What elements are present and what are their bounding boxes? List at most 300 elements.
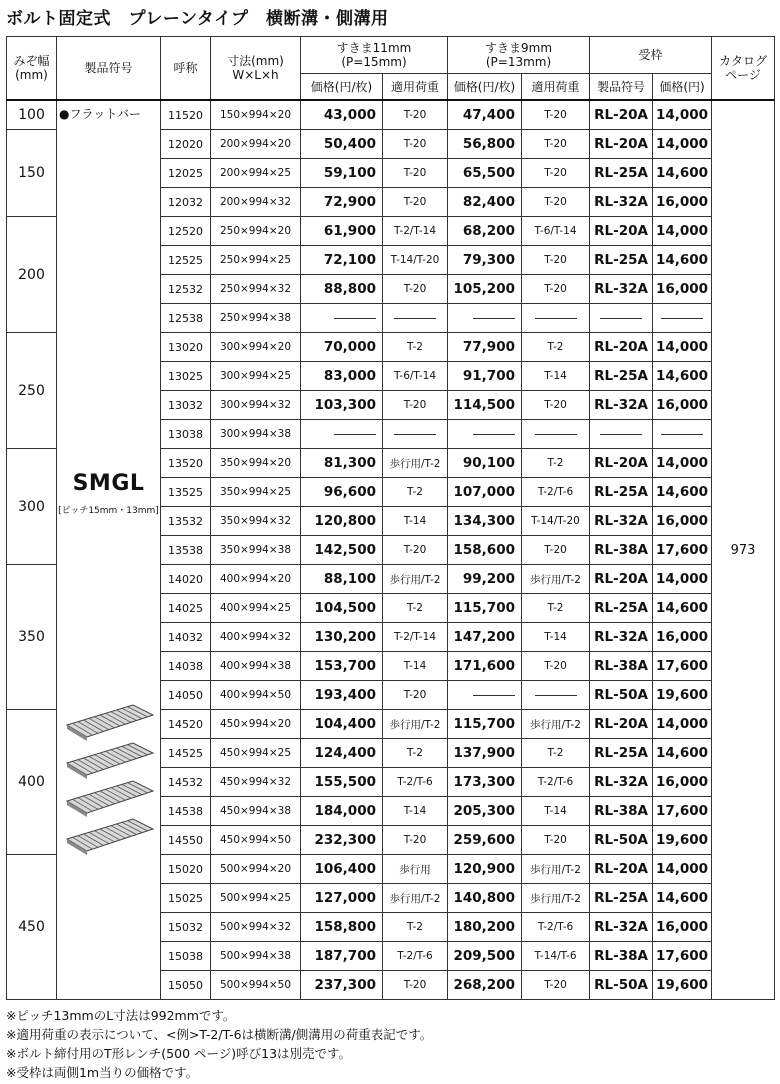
note-line: ※受枠は両側1m当りの価格です。	[6, 1065, 199, 1080]
load-9mm-cell: 歩行用/T-2	[522, 565, 590, 594]
price-11mm-cell: 61,900	[301, 217, 383, 246]
frame-price-cell: 16,000	[653, 913, 712, 942]
empty-dash	[600, 318, 642, 319]
price-9mm-cell: 47,400	[448, 100, 522, 130]
price-9mm-cell: 115,700	[448, 710, 522, 739]
empty-dash	[473, 318, 515, 319]
load-11mm-cell: 歩行用/T-2	[383, 884, 448, 913]
price-11mm-cell	[301, 304, 383, 333]
empty-dash	[661, 434, 703, 435]
load-11mm-cell	[383, 420, 448, 449]
header-price-11: 価格(円/枚)	[301, 74, 383, 101]
size-cell: 250×994×20	[211, 217, 301, 246]
load-9mm-cell: T-20	[522, 275, 590, 304]
frame-price-cell: 17,600	[653, 536, 712, 565]
price-11mm-cell: 124,400	[301, 739, 383, 768]
load-9mm-cell: T-20	[522, 971, 590, 1000]
frame-price-cell: 14,600	[653, 884, 712, 913]
frame-price-cell: 14,000	[653, 217, 712, 246]
product-cell	[57, 100, 161, 1000]
price-9mm-cell: 99,200	[448, 565, 522, 594]
load-9mm-cell: T-2	[522, 739, 590, 768]
price-9mm-cell: 115,700	[448, 594, 522, 623]
frame-code-cell: RL-20A	[590, 217, 653, 246]
nominal-code-cell: 14025	[161, 594, 211, 623]
frame-code-cell: RL-20A	[590, 333, 653, 362]
frame-price-cell: 14,000	[653, 130, 712, 159]
load-11mm-cell: T-2	[383, 478, 448, 507]
header-catalog-page: カタログ ページ	[712, 37, 775, 101]
nominal-code-cell: 14032	[161, 623, 211, 652]
price-11mm-cell: 232,300	[301, 826, 383, 855]
nominal-code-cell: 14538	[161, 797, 211, 826]
price-11mm-cell: 96,600	[301, 478, 383, 507]
nominal-code-cell: 11520	[161, 100, 211, 130]
load-11mm-cell: T-14	[383, 507, 448, 536]
size-cell: 400×994×25	[211, 594, 301, 623]
frame-code-cell: RL-32A	[590, 275, 653, 304]
frame-code-cell	[590, 304, 653, 333]
table-row	[7, 100, 775, 130]
nominal-code-cell: 12020	[161, 130, 211, 159]
load-9mm-cell: T-20	[522, 246, 590, 275]
price-9mm-cell	[448, 420, 522, 449]
size-cell: 300×994×32	[211, 391, 301, 420]
load-9mm-cell: T-20	[522, 130, 590, 159]
price-11mm-cell: 153,700	[301, 652, 383, 681]
price-9mm-cell: 105,200	[448, 275, 522, 304]
groove-width-cell: 350	[7, 565, 57, 710]
nominal-code-cell: 15038	[161, 942, 211, 971]
frame-price-cell: 14,600	[653, 594, 712, 623]
load-11mm-cell: 歩行用/T-2	[383, 710, 448, 739]
price-11mm-cell: 43,000	[301, 100, 383, 130]
load-11mm-cell: T-6/T-14	[383, 362, 448, 391]
price-11mm-cell: 155,500	[301, 768, 383, 797]
price-11mm-cell: 187,700	[301, 942, 383, 971]
frame-code-cell: RL-20A	[590, 565, 653, 594]
frame-code-cell: RL-38A	[590, 797, 653, 826]
frame-code-cell: RL-50A	[590, 971, 653, 1000]
size-cell: 150×994×20	[211, 100, 301, 130]
groove-width-cell: 250	[7, 333, 57, 449]
load-11mm-cell: T-20	[383, 100, 448, 130]
price-11mm-cell: 72,900	[301, 188, 383, 217]
load-11mm-cell: 歩行用	[383, 855, 448, 884]
price-11mm-cell: 184,000	[301, 797, 383, 826]
price-9mm-cell: 147,200	[448, 623, 522, 652]
size-cell: 200×994×32	[211, 188, 301, 217]
empty-dash	[394, 318, 436, 319]
nominal-code-cell: 14532	[161, 768, 211, 797]
load-11mm-cell: T-2/T-6	[383, 768, 448, 797]
header-gap-11mm: すきま11mm (P=15mm)	[301, 37, 448, 74]
header-size: 寸法(mm) W×L×h	[211, 37, 301, 101]
price-11mm-cell	[301, 420, 383, 449]
size-cell: 450×994×50	[211, 826, 301, 855]
price-11mm-cell: 120,800	[301, 507, 383, 536]
price-9mm-cell: 205,300	[448, 797, 522, 826]
groove-width-cell: 450	[7, 855, 57, 1000]
load-11mm-cell: T-20	[383, 971, 448, 1000]
nominal-code-cell: 15025	[161, 884, 211, 913]
price-9mm-cell: 65,500	[448, 159, 522, 188]
empty-dash	[661, 318, 703, 319]
load-11mm-cell: T-2/T-14	[383, 217, 448, 246]
frame-price-cell: 14,600	[653, 739, 712, 768]
frame-price-cell: 19,600	[653, 681, 712, 710]
frame-price-cell: 14,000	[653, 710, 712, 739]
product-cell-wrap	[57, 101, 160, 999]
load-9mm-cell: T-14/T-6	[522, 942, 590, 971]
load-11mm-cell: T-2	[383, 913, 448, 942]
nominal-code-cell: 15050	[161, 971, 211, 1000]
price-11mm-cell: 104,500	[301, 594, 383, 623]
frame-code-cell: RL-32A	[590, 507, 653, 536]
nominal-code-cell: 13032	[161, 391, 211, 420]
frame-code-cell: RL-32A	[590, 391, 653, 420]
header-frame-code: 製品符号	[590, 74, 653, 101]
size-cell: 450×994×25	[211, 739, 301, 768]
price-9mm-cell: 173,300	[448, 768, 522, 797]
price-table	[6, 36, 775, 1000]
price-9mm-cell: 91,700	[448, 362, 522, 391]
price-9mm-cell: 114,500	[448, 391, 522, 420]
nominal-code-cell: 12025	[161, 159, 211, 188]
frame-code-cell: RL-32A	[590, 623, 653, 652]
load-9mm-cell: T-14	[522, 797, 590, 826]
empty-dash	[334, 434, 376, 435]
load-9mm-cell: T-6/T-14	[522, 217, 590, 246]
empty-dash	[473, 695, 515, 696]
price-11mm-cell: 83,000	[301, 362, 383, 391]
price-11mm-cell: 72,100	[301, 246, 383, 275]
frame-code-cell: RL-38A	[590, 536, 653, 565]
load-11mm-cell: T-14/T-20	[383, 246, 448, 275]
load-11mm-cell: T-20	[383, 826, 448, 855]
size-cell: 300×994×20	[211, 333, 301, 362]
frame-price-cell: 16,000	[653, 188, 712, 217]
header-load-9: 適用荷重	[522, 74, 590, 101]
product-name: SMGL	[72, 471, 145, 496]
price-9mm-cell: 180,200	[448, 913, 522, 942]
groove-width-cell: 100	[7, 100, 57, 130]
nominal-code-cell: 12525	[161, 246, 211, 275]
frame-price-cell: 14,000	[653, 565, 712, 594]
size-cell: 400×994×20	[211, 565, 301, 594]
price-9mm-cell: 137,900	[448, 739, 522, 768]
nominal-code-cell: 13532	[161, 507, 211, 536]
frame-price-cell: 16,000	[653, 768, 712, 797]
price-9mm-cell	[448, 681, 522, 710]
nominal-code-cell: 13038	[161, 420, 211, 449]
price-11mm-cell: 237,300	[301, 971, 383, 1000]
nominal-code-cell: 13020	[161, 333, 211, 362]
frame-price-cell: 14,000	[653, 855, 712, 884]
frame-code-cell: RL-20A	[590, 449, 653, 478]
frame-code-cell: RL-32A	[590, 913, 653, 942]
size-cell: 300×994×38	[211, 420, 301, 449]
frame-price-cell: 14,000	[653, 333, 712, 362]
empty-dash	[394, 434, 436, 435]
groove-width-cell: 150	[7, 130, 57, 217]
groove-width-cell: 300	[7, 449, 57, 565]
frame-price-cell: 16,000	[653, 623, 712, 652]
nominal-code-cell: 14520	[161, 710, 211, 739]
catalog-page-cell: 973	[712, 100, 775, 1000]
load-9mm-cell: 歩行用/T-2	[522, 710, 590, 739]
pitch-label: [ピッチ15mm・13mm]	[58, 506, 159, 516]
groove-width-cell: 200	[7, 217, 57, 333]
nominal-code-cell: 14525	[161, 739, 211, 768]
nominal-code-cell: 12532	[161, 275, 211, 304]
price-9mm-cell: 82,400	[448, 188, 522, 217]
price-11mm-cell: 130,200	[301, 623, 383, 652]
empty-dash	[535, 434, 577, 435]
frame-code-cell: RL-25A	[590, 884, 653, 913]
size-cell: 500×994×38	[211, 942, 301, 971]
frame-code-cell: RL-25A	[590, 594, 653, 623]
header-nominal: 呼称	[161, 37, 211, 101]
frame-price-cell: 14,600	[653, 362, 712, 391]
header-frame-price: 価格(円)	[653, 74, 712, 101]
load-9mm-cell: T-20	[522, 652, 590, 681]
size-cell: 500×994×20	[211, 855, 301, 884]
nominal-code-cell: 13025	[161, 362, 211, 391]
steel-grating-image	[63, 701, 155, 871]
groove-width-cell: 400	[7, 710, 57, 855]
load-9mm-cell: T-20	[522, 391, 590, 420]
price-11mm-cell: 50,400	[301, 130, 383, 159]
load-9mm-cell: T-20	[522, 159, 590, 188]
empty-dash	[535, 318, 577, 319]
size-cell: 400×994×32	[211, 623, 301, 652]
frame-price-cell: 14,600	[653, 246, 712, 275]
header-load-11: 適用荷重	[383, 74, 448, 101]
size-cell: 500×994×25	[211, 884, 301, 913]
note-line: ※ボルト締付用のT形レンチ(500 ページ)呼び13は別売です。	[6, 1046, 352, 1061]
frame-price-cell: 17,600	[653, 942, 712, 971]
price-11mm-cell: 193,400	[301, 681, 383, 710]
nominal-code-cell: 12520	[161, 217, 211, 246]
table-body	[7, 100, 775, 1000]
price-9mm-cell: 77,900	[448, 333, 522, 362]
header-product-code: 製品符号	[57, 37, 161, 101]
nominal-code-cell: 14038	[161, 652, 211, 681]
frame-code-cell: RL-50A	[590, 681, 653, 710]
frame-code-cell: RL-38A	[590, 942, 653, 971]
size-cell: 300×994×25	[211, 362, 301, 391]
size-cell: 200×994×25	[211, 159, 301, 188]
load-9mm-cell: T-2/T-6	[522, 913, 590, 942]
page-title: ボルト固定式 プレーンタイプ 横断溝・側溝用	[6, 9, 389, 29]
price-11mm-cell: 88,800	[301, 275, 383, 304]
header-gap-9mm: すきま9mm (P=13mm)	[448, 37, 590, 74]
load-9mm-cell: T-14	[522, 362, 590, 391]
price-9mm-cell: 268,200	[448, 971, 522, 1000]
nominal-code-cell: 15020	[161, 855, 211, 884]
nominal-code-cell: 14020	[161, 565, 211, 594]
load-11mm-cell: T-20	[383, 130, 448, 159]
load-9mm-cell: T-20	[522, 536, 590, 565]
load-11mm-cell: T-20	[383, 536, 448, 565]
price-9mm-cell: 120,900	[448, 855, 522, 884]
frame-code-cell: RL-50A	[590, 826, 653, 855]
nominal-code-cell: 14050	[161, 681, 211, 710]
price-9mm-cell: 209,500	[448, 942, 522, 971]
size-cell: 350×994×20	[211, 449, 301, 478]
size-cell: 350×994×25	[211, 478, 301, 507]
load-11mm-cell: T-20	[383, 188, 448, 217]
load-9mm-cell	[522, 681, 590, 710]
price-9mm-cell: 134,300	[448, 507, 522, 536]
frame-price-cell: 17,600	[653, 797, 712, 826]
size-cell: 400×994×38	[211, 652, 301, 681]
price-9mm-cell: 158,600	[448, 536, 522, 565]
price-11mm-cell: 81,300	[301, 449, 383, 478]
flat-bar-label: ●フラットバー	[59, 107, 141, 121]
load-11mm-cell: 歩行用/T-2	[383, 565, 448, 594]
price-9mm-cell: 90,100	[448, 449, 522, 478]
price-9mm-cell: 79,300	[448, 246, 522, 275]
load-9mm-cell: T-14/T-20	[522, 507, 590, 536]
load-9mm-cell: 歩行用/T-2	[522, 855, 590, 884]
size-cell: 400×994×50	[211, 681, 301, 710]
frame-code-cell: RL-25A	[590, 362, 653, 391]
nominal-code-cell: 13538	[161, 536, 211, 565]
frame-price-cell: 17,600	[653, 652, 712, 681]
price-9mm-cell: 259,600	[448, 826, 522, 855]
price-11mm-cell: 127,000	[301, 884, 383, 913]
header-width: みぞ幅 (mm)	[7, 37, 57, 101]
load-9mm-cell	[522, 420, 590, 449]
load-9mm-cell: T-2/T-6	[522, 768, 590, 797]
size-cell: 250×994×32	[211, 275, 301, 304]
frame-code-cell: RL-25A	[590, 246, 653, 275]
size-cell: 450×994×32	[211, 768, 301, 797]
nominal-code-cell: 13525	[161, 478, 211, 507]
frame-code-cell: RL-25A	[590, 478, 653, 507]
price-11mm-cell: 59,100	[301, 159, 383, 188]
load-11mm-cell: T-20	[383, 275, 448, 304]
price-11mm-cell: 88,100	[301, 565, 383, 594]
price-11mm-cell: 103,300	[301, 391, 383, 420]
load-9mm-cell	[522, 304, 590, 333]
load-9mm-cell: T-20	[522, 826, 590, 855]
price-11mm-cell: 106,400	[301, 855, 383, 884]
load-11mm-cell: T-14	[383, 797, 448, 826]
price-11mm-cell: 142,500	[301, 536, 383, 565]
size-cell: 450×994×20	[211, 710, 301, 739]
frame-price-cell: 14,600	[653, 478, 712, 507]
size-cell: 350×994×38	[211, 536, 301, 565]
frame-code-cell: RL-32A	[590, 768, 653, 797]
load-11mm-cell: T-2	[383, 594, 448, 623]
load-11mm-cell: T-20	[383, 681, 448, 710]
header-frame: 受枠	[590, 37, 712, 74]
size-cell: 250×994×25	[211, 246, 301, 275]
frame-price-cell: 19,600	[653, 826, 712, 855]
load-11mm-cell: T-2/T-6	[383, 942, 448, 971]
frame-code-cell: RL-20A	[590, 100, 653, 130]
price-11mm-cell: 158,800	[301, 913, 383, 942]
empty-dash	[473, 434, 515, 435]
load-11mm-cell: T-2	[383, 333, 448, 362]
frame-price-cell: 14,600	[653, 159, 712, 188]
load-9mm-cell: T-2	[522, 333, 590, 362]
frame-price-cell: 14,000	[653, 100, 712, 130]
empty-dash	[334, 318, 376, 319]
load-11mm-cell	[383, 304, 448, 333]
frame-price-cell: 19,600	[653, 971, 712, 1000]
frame-code-cell: RL-20A	[590, 130, 653, 159]
note-line: ※適用荷重の表示について、<例>T-2/T-6は横断溝/側溝用の荷重表記です。	[6, 1027, 433, 1042]
nominal-code-cell: 15032	[161, 913, 211, 942]
price-9mm-cell: 56,800	[448, 130, 522, 159]
frame-code-cell: RL-20A	[590, 855, 653, 884]
size-cell: 450×994×38	[211, 797, 301, 826]
frame-code-cell: RL-25A	[590, 159, 653, 188]
nominal-code-cell: 13520	[161, 449, 211, 478]
load-9mm-cell: T-14	[522, 623, 590, 652]
size-cell: 350×994×32	[211, 507, 301, 536]
load-11mm-cell: T-2/T-14	[383, 623, 448, 652]
frame-price-cell: 16,000	[653, 275, 712, 304]
frame-code-cell: RL-20A	[590, 710, 653, 739]
price-9mm-cell: 68,200	[448, 217, 522, 246]
frame-price-cell	[653, 420, 712, 449]
frame-code-cell	[590, 420, 653, 449]
nominal-code-cell: 12538	[161, 304, 211, 333]
frame-price-cell	[653, 304, 712, 333]
load-9mm-cell: T-2/T-6	[522, 478, 590, 507]
size-cell: 500×994×50	[211, 971, 301, 1000]
frame-code-cell: RL-25A	[590, 739, 653, 768]
frame-code-cell: RL-38A	[590, 652, 653, 681]
frame-price-cell: 16,000	[653, 391, 712, 420]
load-9mm-cell: T-20	[522, 188, 590, 217]
size-cell: 250×994×38	[211, 304, 301, 333]
price-9mm-cell	[448, 304, 522, 333]
load-11mm-cell: 歩行用/T-2	[383, 449, 448, 478]
empty-dash	[535, 695, 577, 696]
nominal-code-cell: 12032	[161, 188, 211, 217]
price-9mm-cell: 107,000	[448, 478, 522, 507]
price-11mm-cell: 70,000	[301, 333, 383, 362]
note-line: ※ピッチ13mmのL寸法は992mmです。	[6, 1008, 236, 1023]
load-9mm-cell: T-2	[522, 594, 590, 623]
load-11mm-cell: T-20	[383, 159, 448, 188]
frame-price-cell: 14,000	[653, 449, 712, 478]
empty-dash	[600, 434, 642, 435]
size-cell: 500×994×32	[211, 913, 301, 942]
nominal-code-cell: 14550	[161, 826, 211, 855]
frame-price-cell: 16,000	[653, 507, 712, 536]
load-11mm-cell: T-14	[383, 652, 448, 681]
size-cell: 200×994×20	[211, 130, 301, 159]
load-9mm-cell: T-2	[522, 449, 590, 478]
header-price-9: 価格(円/枚)	[448, 74, 522, 101]
frame-code-cell: RL-32A	[590, 188, 653, 217]
load-11mm-cell: T-2	[383, 739, 448, 768]
price-11mm-cell: 104,400	[301, 710, 383, 739]
price-9mm-cell: 140,800	[448, 884, 522, 913]
load-11mm-cell: T-20	[383, 391, 448, 420]
notes	[6, 1006, 432, 1082]
load-9mm-cell: T-20	[522, 100, 590, 130]
price-9mm-cell: 171,600	[448, 652, 522, 681]
load-9mm-cell: 歩行用/T-2	[522, 884, 590, 913]
